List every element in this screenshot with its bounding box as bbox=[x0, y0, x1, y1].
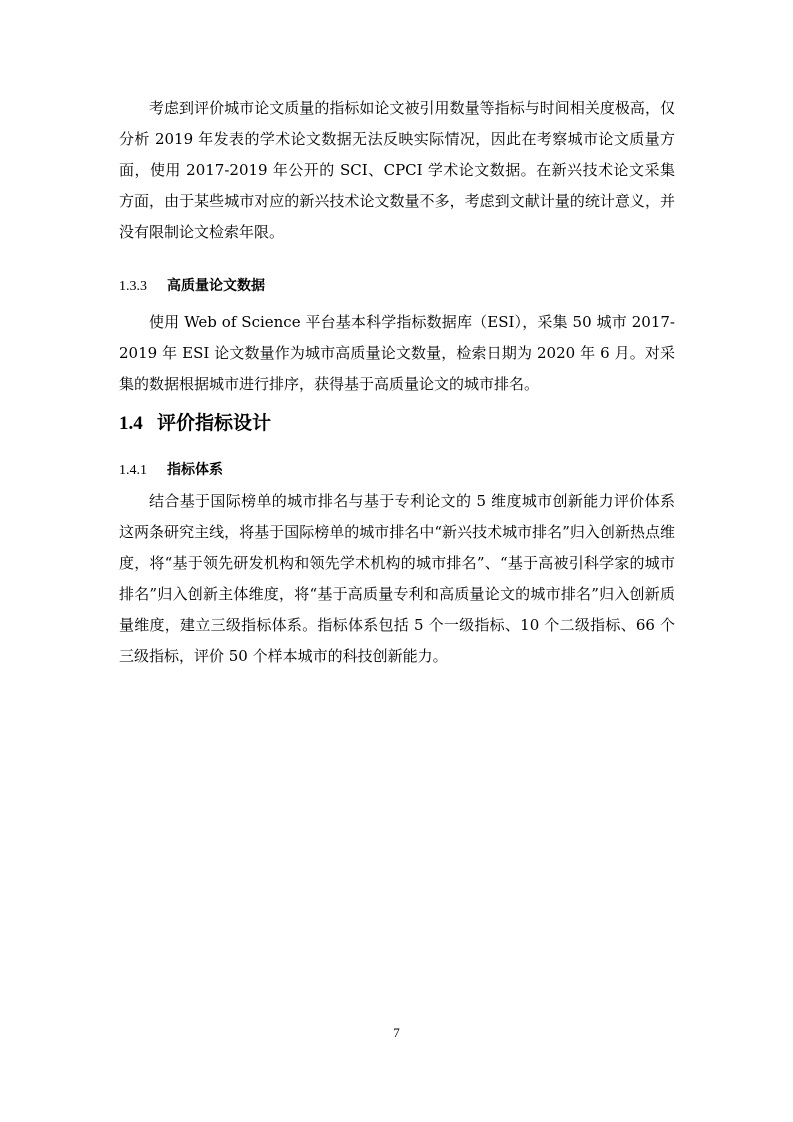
section-title: 指标体系 bbox=[167, 462, 223, 478]
page-number: 7 bbox=[393, 1025, 400, 1040]
section-number: 1.4 bbox=[119, 413, 143, 434]
paragraph-esi-data: 使用 Web of Science 平台基本科学指标数据库（ESI），采集 50 城市 2017-2019 年 ESI 论文数量作为城市高质量论文数量，检索日期为 2020 年 6 月。对采集的数据根据城市进行排序，获得基于高质量论文的城市排名。 bbox=[119, 313, 675, 393]
section-title: 评价指标设计 bbox=[157, 412, 272, 434]
section-heading-1-4 bbox=[119, 410, 271, 437]
section-title: 高质量论文数据 bbox=[167, 278, 265, 294]
section-number: 1.4.1 bbox=[119, 463, 147, 478]
paragraph-indicator-system: 结合基于国际榜单的城市排名与基于专利论文的 5 维度城市创新能力评价体系这两条研究主线，将基于国际榜单的城市排名中“新兴技术城市排名”归入创新热点维度，将“基于领先研发机构和领先学术机构的城市排名”、“基于高被引科学家的城市排名”归入创新主体维度，将“基于高质量专利和高质量论文的城市排名”归入创新质量维度，建立三级指标体系。指标体系包括 5 个一级指标、10 个二级指标、66 个三级指标，评价 50 个样本城市的科技创新能力。 bbox=[119, 492, 675, 665]
paragraph-paper-quality-method: 考虑到评价城市论文质量的指标如论文被引用数量等指标与时间相关度极高，仅分析 2019 年发表的学术论文数据无法反映实际情况，因此在考察城市论文质量方面，使用 2017-2019 年公开的 SCI、CPCI 学术论文数据。在新兴技术论文采集方面，由于某些城市对应的新兴技术论文数量不多，考虑到文献计量的统计意义，并没有限制论文检索年限。 bbox=[119, 99, 675, 241]
section-heading-1-3-3 bbox=[119, 276, 265, 297]
section-number: 1.3.3 bbox=[119, 279, 147, 294]
section-heading-1-4-1 bbox=[119, 460, 223, 481]
